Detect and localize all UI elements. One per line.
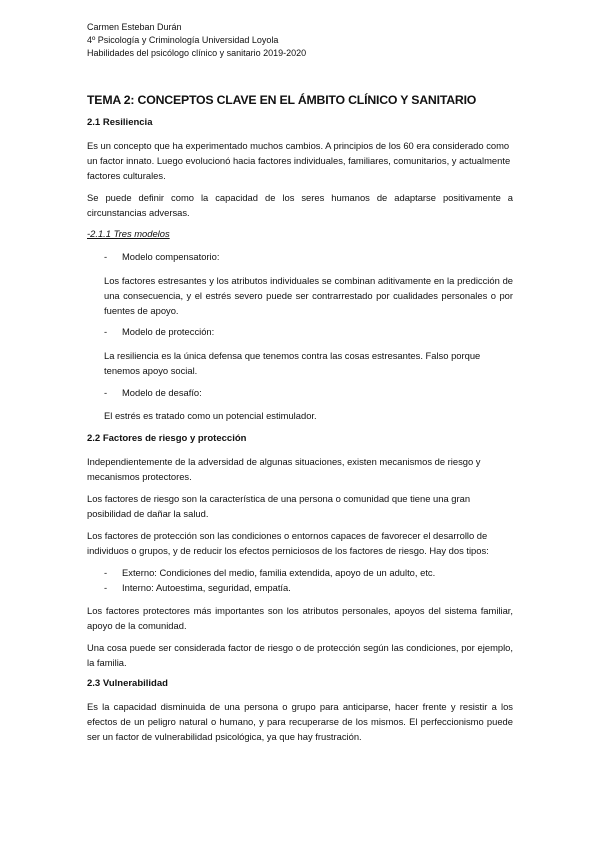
list-item-externo	[0, 565, 600, 580]
paragraph: Se puede definir como la capacidad de los seres humanos de adaptarse positivamente a circunstancias adversas.	[87, 192, 513, 218]
model-label: Modelo compensatorio:	[122, 251, 220, 262]
model-description: La resiliencia es la única defensa que tenemos contra las cosas estresantes. Falso porque tenemos apoyo social.	[104, 350, 481, 376]
paragraph: Los factores protectores más importantes son los atributos personales, apoyos del sistema familiar, apoyo de la comunidad.	[87, 605, 513, 631]
paragraph: Los factores de protección son las condiciones o entornos capaces de favorecer el desarrollo de individuos o grupos, y de reducir los efectos perniciosos de los factores de riesgo. Hay dos tipos:	[87, 530, 489, 556]
document-title: TEMA 2: CONCEPTOS CLAVE EN EL ÁMBITO CLÍNICO Y SANITARIO	[87, 93, 477, 107]
list-item-text: Externo: Condiciones del medio, familia extendida, apoyo de un adulto, etc.	[122, 567, 436, 578]
header-course: 4º Psicología y Criminología Universidad Loyola	[87, 35, 279, 45]
paragraph: Independientemente de la adversidad de algunas situaciones, existen mecanismos de riesgo y mecanismos protectores.	[87, 456, 481, 482]
bullet-marker: -	[104, 326, 108, 337]
model-label: Modelo de desafío:	[122, 387, 202, 398]
model-item-desafio	[0, 385, 600, 400]
list-item-interno	[0, 580, 600, 595]
paragraph: Los factores de riesgo son la característica de una persona o comunidad que tiene una gran posibilidad de dañar la salud.	[87, 493, 471, 519]
section-heading-factores: 2.2 Factores de riesgo y protección	[87, 433, 247, 444]
section-heading-resiliencia: 2.1 Resiliencia	[87, 117, 153, 128]
header-author: Carmen Esteban Durán	[87, 22, 182, 32]
model-description: El estrés es tratado como un potencial estimulador.	[104, 410, 317, 421]
paragraph: Es la capacidad disminuida de una persona o grupo para anticiparse, hacer frente y resistir a los efectos de un peligro natural o humano, y para recuperarse de los mismos. El perfeccionismo puede ser un factor de vulnerabilidad psicológica, ya que hay frustración.	[87, 701, 513, 742]
list-item-text: Interno: Autoestima, seguridad, empatía.	[122, 582, 291, 593]
bullet-marker: -	[104, 582, 108, 593]
bullet-marker: -	[104, 387, 108, 398]
model-description: Los factores estresantes y los atributos individuales se combinan aditivamente en la predicción de una consecuencia, y el estrés severo puede ser contrarrestado por cualidades personales o por fuentes de apoyo.	[104, 275, 513, 316]
model-item-proteccion	[0, 324, 600, 339]
section-heading-vulnerabilidad: 2.3 Vulnerabilidad	[87, 678, 168, 689]
bullet-marker: -	[104, 567, 108, 578]
paragraph: Es un concepto que ha experimentado muchos cambios. A principios de los 60 era considerado como un factor innato. Luego evolucionó hacia factores individuales, familiares, comunitarios, y actualmente factores culturales.	[87, 140, 511, 181]
header-subject: Habilidades del psicólogo clínico y sanitario 2019-2020	[87, 48, 307, 58]
paragraph: Una cosa puede ser considerada factor de riesgo o de protección según las condiciones, por ejemplo, la familia.	[87, 642, 513, 668]
model-item-compensatorio	[0, 249, 600, 264]
bullet-marker: -	[104, 251, 108, 262]
model-label: Modelo de protección:	[122, 326, 215, 337]
subsection-heading-tres-modelos: -2.1.1 Tres modelos	[87, 228, 170, 239]
